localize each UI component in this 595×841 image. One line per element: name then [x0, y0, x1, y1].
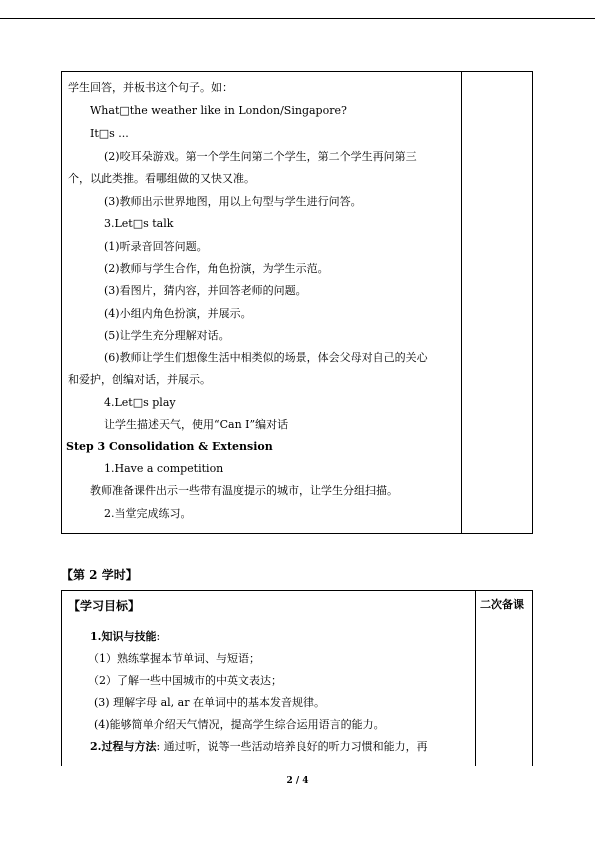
text-line: 1.Have a competition	[104, 462, 224, 475]
text-line: 让学生描述天气，使用“Can I”编对话	[104, 418, 289, 431]
objective-label-1-text: 1.知识与技能	[90, 630, 157, 643]
text-line: (5)让学生充分理解对话。	[104, 329, 230, 342]
text-line: (2)咬耳朵游戏。第一个学生问第二个学生，第二个学生再问第三	[104, 150, 417, 163]
text-line: 和爱护，创编对话，并展示。	[68, 373, 211, 386]
text-line: (1)听录音回答问题。	[104, 240, 208, 253]
text-line: 学生回答，并板书这个句子。如：	[68, 81, 233, 94]
text-line: (3)看图片，猜内容，并回答老师的问题。	[104, 284, 307, 297]
text-line: 2.当堂完成练习。	[104, 507, 192, 520]
table-2-header: 【学习目标】	[68, 599, 141, 613]
text-line: What□the weather like in London/Singapore?	[90, 104, 347, 117]
table-2-side-header: 二次备课	[480, 598, 524, 611]
text-line: (4)小组内角色扮演，并展示。	[104, 307, 252, 320]
text-line: (6)教师让学生们想像生活中相类似的场景，体会父母对自己的关心	[104, 351, 428, 364]
text-line: 4.Let□s play	[104, 396, 176, 409]
step-heading: Step 3 Consolidation & Extension	[66, 440, 273, 453]
objective-label-2	[90, 740, 428, 754]
objective-item: (3) 理解字母 al, ar 在单词中的基本发音规律。	[94, 696, 325, 709]
text-line: It□s ...	[90, 127, 129, 140]
text-line: 个，以此类推。看哪组做的又快又准。	[68, 172, 255, 185]
text-line: (2)教师与学生合作，角色扮演，为学生示范。	[104, 262, 329, 275]
header-rule	[0, 18, 595, 19]
table-2-column-divider	[475, 590, 476, 766]
objective-item: (4)能够简单介绍天气情况，提高学生综合运用语言的能力。	[94, 718, 385, 731]
text-line: 3.Let□s talk	[104, 217, 174, 230]
page-number: 2 / 4	[286, 776, 309, 786]
objective-label-2-text: 2.过程与方法	[90, 740, 157, 753]
text-line: (3)教师出示世界地图，用以上句型与学生进行问答。	[104, 195, 362, 208]
table-1-column-divider	[461, 71, 462, 534]
objective-label-2-desc: : 通过听，说等一些活动培养良好的听力习惯和能力，再	[156, 740, 428, 753]
objective-item: （2）了解一些中国城市的中英文表达；	[88, 674, 282, 687]
objective-label-1	[90, 630, 160, 644]
objective-label-1-colon: :	[156, 630, 161, 643]
section-heading: 【第 2 学时】	[61, 568, 138, 582]
objective-item: （1）熟练掌握本节单词、与短语；	[88, 652, 260, 665]
text-line: 教师准备课件出示一些带有温度提示的城市，让学生分组扫描。	[90, 484, 398, 497]
